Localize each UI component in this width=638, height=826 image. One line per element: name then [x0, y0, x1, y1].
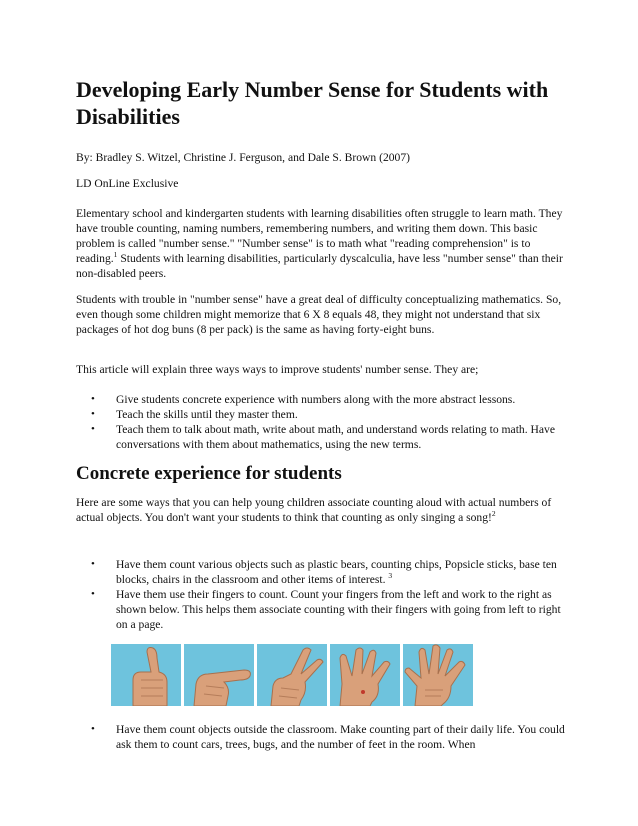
- list-item: • Teach the skills until they master them.: [76, 407, 568, 422]
- section-heading: Concrete experience for students: [76, 463, 342, 484]
- list-item: • Give students concrete experience with numbers along with the more abstract lessons.: [76, 392, 568, 407]
- list-item: • Have them use their fingers to count. Count your fingers from the left and work to the right as shown below. This helps them associate counting with their fingers with going from left to right on a page.: [76, 587, 568, 632]
- hand-four-fingers-image: [330, 644, 400, 706]
- intro-text-a: Elementary school and kindergarten students with learning disabilities often struggle to learn math. They have trouble counting, naming numbers, remembering numbers, and writing them down. This basic problem is called "number sense." "Number sense" is to math what "reading comprehension" is to reading.: [76, 207, 563, 265]
- list-item-text: Have them count various objects such as plastic bears, counting chips, Popsicle sticks, base ten blocks, chairs in the classroom and other items of interest.: [116, 558, 557, 586]
- three-ways-list: [76, 392, 568, 452]
- list-item: • Have them count objects outside the classroom. Make counting part of their daily life. You could ask them to count cars, trees, bugs, and the number of feet in the room. When: [76, 722, 568, 752]
- concrete-experience-paragraph: [76, 495, 568, 525]
- article-title: Developing Early Number Sense for Students with Disabilities: [76, 77, 549, 129]
- intro-paragraph: [76, 206, 568, 281]
- list-item: [76, 557, 568, 587]
- finger-counting-images: [111, 644, 489, 706]
- concrete-text: Here are some ways that you can help young children associate counting aloud with actual numbers of actual objects. You don't want your students to think that counting as only singing a song!: [76, 496, 552, 524]
- hand-five-fingers-image: [403, 644, 473, 706]
- hand-one-finger-image: [184, 644, 254, 706]
- footnote-ref-3: 3: [388, 571, 393, 581]
- hand-thumb-image: [111, 644, 181, 706]
- byline: By: Bradley S. Witzel, Christine J. Ferguson, and Dale S. Brown (2007): [76, 151, 411, 164]
- number-sense-paragraph: Students with trouble in "number sense" have a great deal of difficulty conceptualizing mathematics. So, even though some children might memorize that 6 X 8 equals 48, they might not understand that six packages of hot dog buns (8 per pack) is the same as having forty-eight buns.: [76, 293, 562, 336]
- source-label: LD OnLine Exclusive: [76, 177, 179, 190]
- hand-two-fingers-image: [257, 644, 327, 706]
- intro-text-b: Students with learning disabilities, particularly dyscalculia, have less "number sense" than their non-disabled peers.: [76, 252, 563, 280]
- concrete-ideas-list: [76, 557, 568, 632]
- list-item: • Teach them to talk about math, write about math, and understand words relating to math. Have conversations with them about mathematics, using the new terms.: [76, 422, 568, 452]
- footnote-ref-2: 2: [491, 509, 496, 519]
- three-ways-paragraph: This article will explain three ways ways to improve students' number sense. They are;: [76, 363, 479, 376]
- footnote-ref-1: 1: [113, 250, 118, 260]
- outside-classroom-list: [76, 722, 568, 752]
